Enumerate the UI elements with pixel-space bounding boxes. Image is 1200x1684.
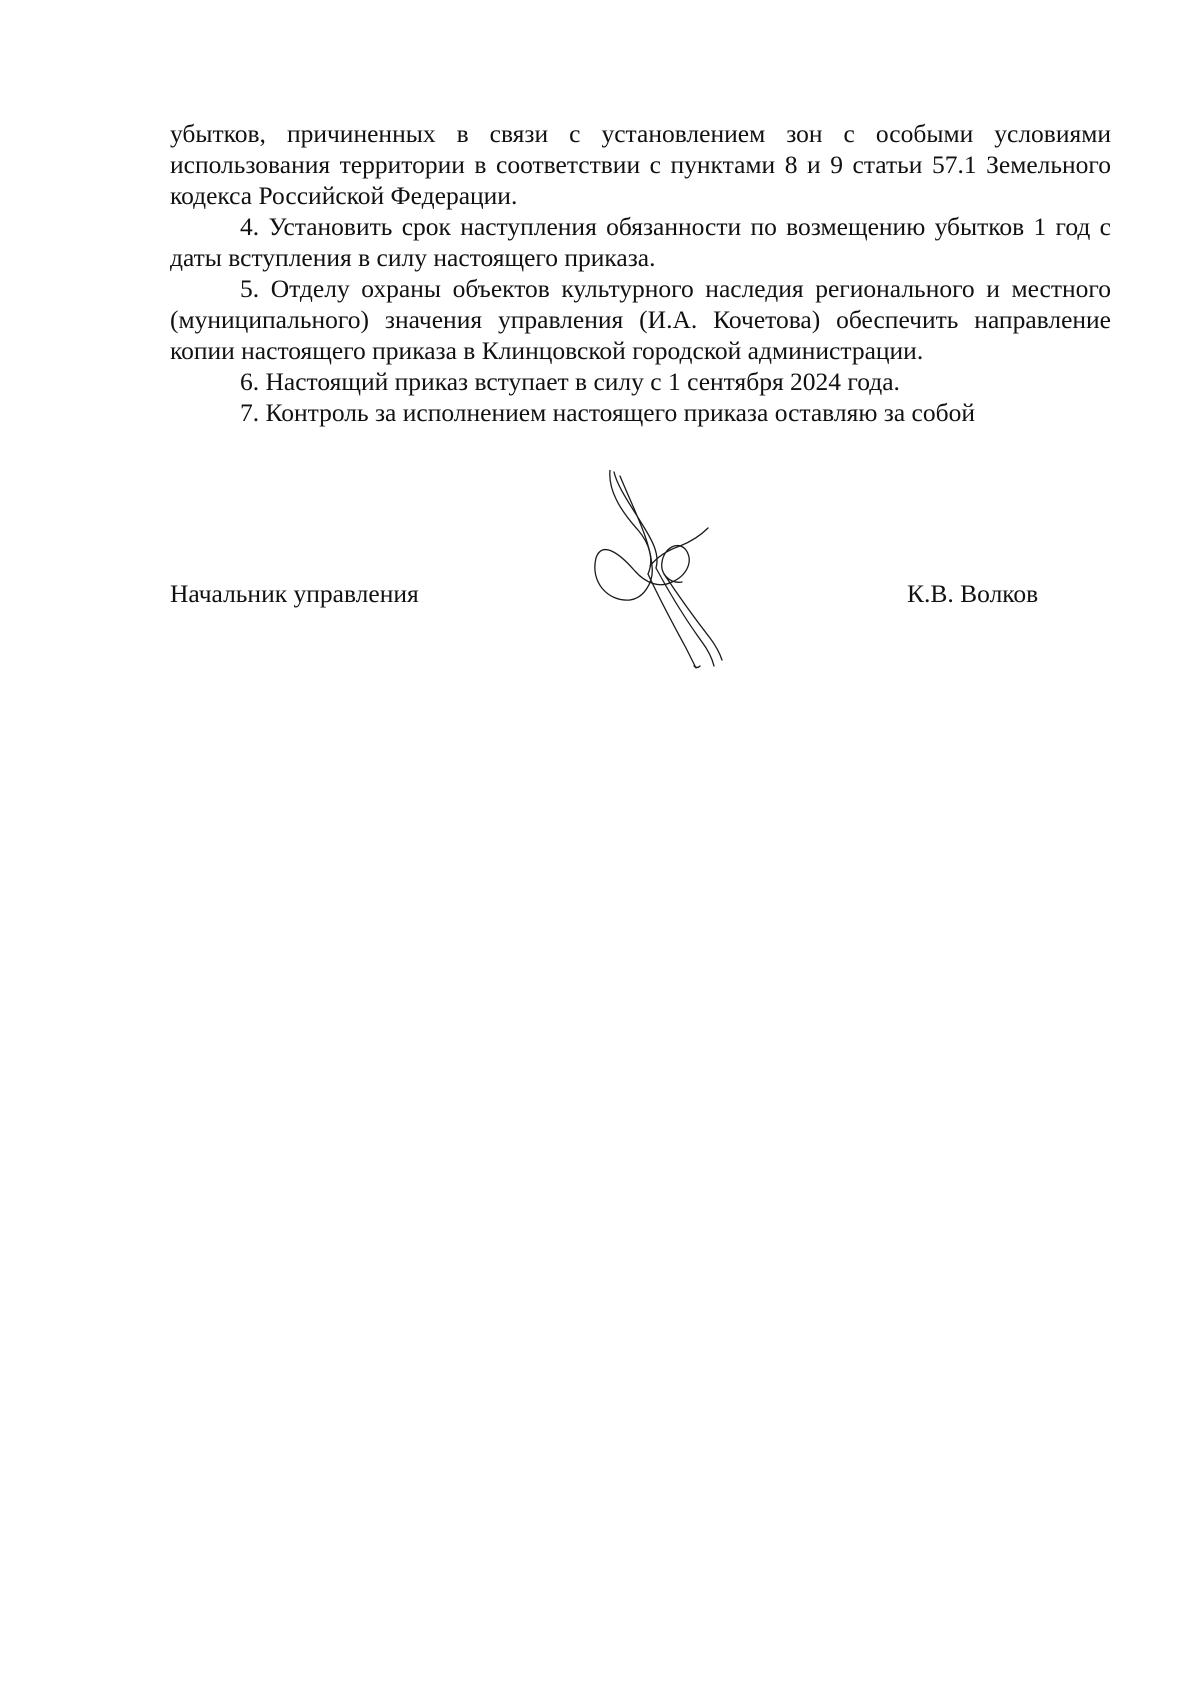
- signatory-name: К.В. Волков: [907, 579, 1039, 608]
- paragraph-item-7: 7. Контроль за исполнением настоящего приказа оставляю за собой: [240, 398, 975, 427]
- signatory-title: Начальник управления: [170, 579, 419, 608]
- paragraph-item-5: 5. Отделу охраны объектов культурного наследия регионального и местного (муниципального) значения управления (И.А. Кочетова) обеспечить направление копии настоящего приказа в Клинцовской городской администрации.: [170, 274, 1111, 365]
- paragraph-item-6: 6. Настоящий приказ вступает в силу с 1 сентября 2024 года.: [240, 367, 900, 396]
- document-body: [170, 118, 1111, 428]
- handwritten-signature-icon: [590, 470, 760, 670]
- paragraph-continuation: убытков, причиненных в связи с установлением зон с особыми условиями использования территории в соответствии с пунктами 8 и 9 статьи 57.1 Земельного кодекса Российской Федерации.: [170, 119, 1111, 210]
- paragraph-item-4: 4. Установить срок наступления обязанности по возмещению убытков 1 год с даты вступления в силу настоящего приказа.: [170, 212, 1111, 272]
